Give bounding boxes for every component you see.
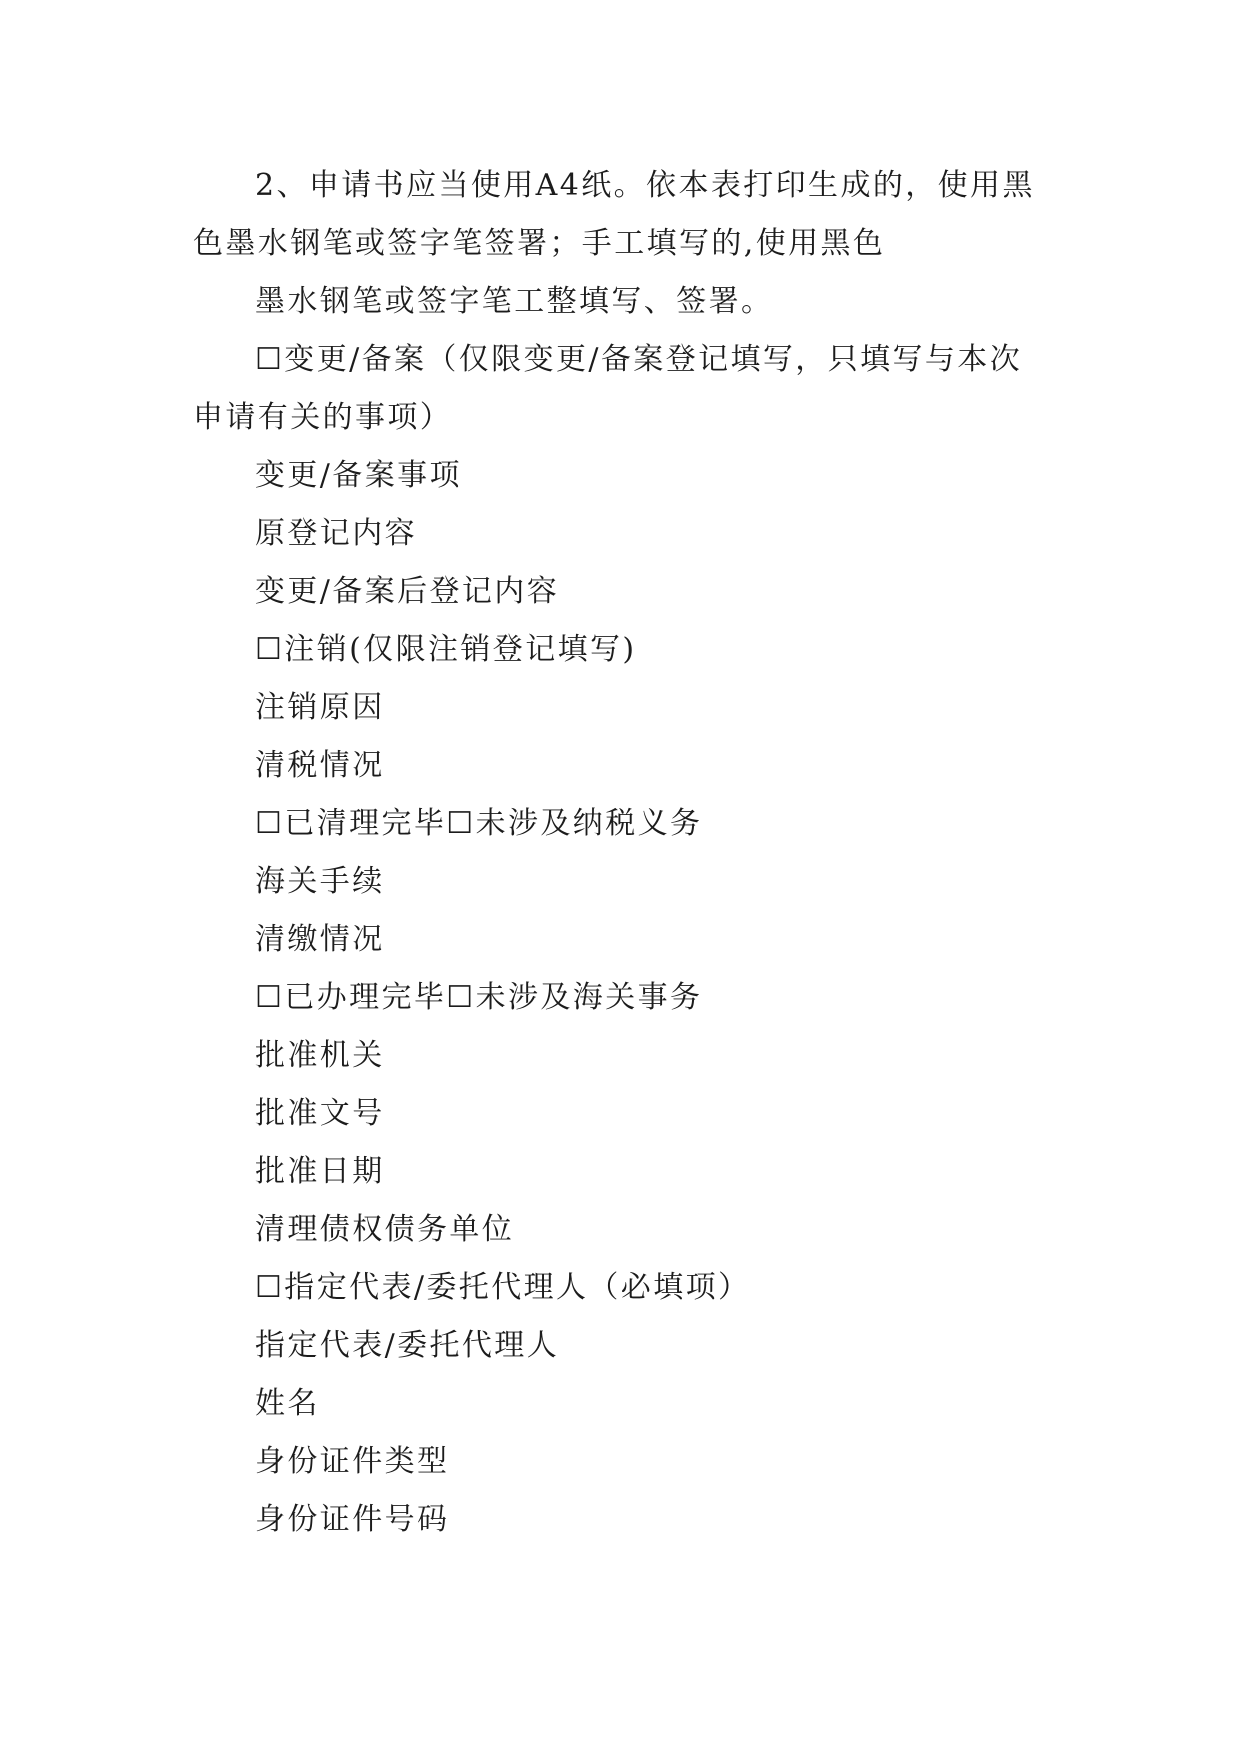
cancel-reason-label: 注销原因: [255, 690, 385, 725]
debt-clearing-unit-label: 清理债权债务单位: [255, 1212, 515, 1247]
instruction-line-2: 色墨水钢笔或签字笔签署；手工填写的,使用黑色: [193, 226, 886, 261]
changed-content-label: 变更/备案后登记内容: [255, 574, 560, 609]
representative-role-label: 指定代表/委托代理人: [255, 1328, 560, 1363]
cancel-section-header: ☐注销(仅限注销登记填写): [255, 632, 637, 667]
tax-options: ☐已清理完毕☐未涉及纳税义务: [255, 806, 703, 841]
id-number-label: 身份证件号码: [255, 1502, 450, 1537]
instruction-line-1: 2、申请书应当使用A4纸。依本表打印生成的，使用黑: [255, 168, 1035, 203]
change-section-header-line-2: 申请有关的事项）: [193, 400, 453, 435]
representative-section-header: ☐指定代表/委托代理人（必填项）: [255, 1270, 751, 1305]
change-matter-label: 变更/备案事项: [255, 458, 462, 493]
change-section-header-line-1: ☐变更/备案（仅限变更/备案登记填写，只填写与本次: [255, 342, 1023, 377]
instruction-line-3: 墨水钢笔或签字笔工整填写、签署。: [255, 284, 774, 319]
approval-document-number-label: 批准文号: [255, 1096, 385, 1131]
approval-authority-label: 批准机关: [255, 1038, 385, 1073]
id-type-label: 身份证件类型: [255, 1444, 450, 1479]
tax-status-label: 清税情况: [255, 748, 385, 783]
customs-procedures-label: 海关手续: [255, 864, 385, 899]
customs-options: ☐已办理完毕☐未涉及海关事务: [255, 980, 703, 1015]
approval-date-label: 批准日期: [255, 1154, 385, 1189]
payment-status-label: 清缴情况: [255, 922, 385, 957]
original-content-label: 原登记内容: [255, 516, 417, 551]
name-label: 姓名: [255, 1386, 320, 1421]
